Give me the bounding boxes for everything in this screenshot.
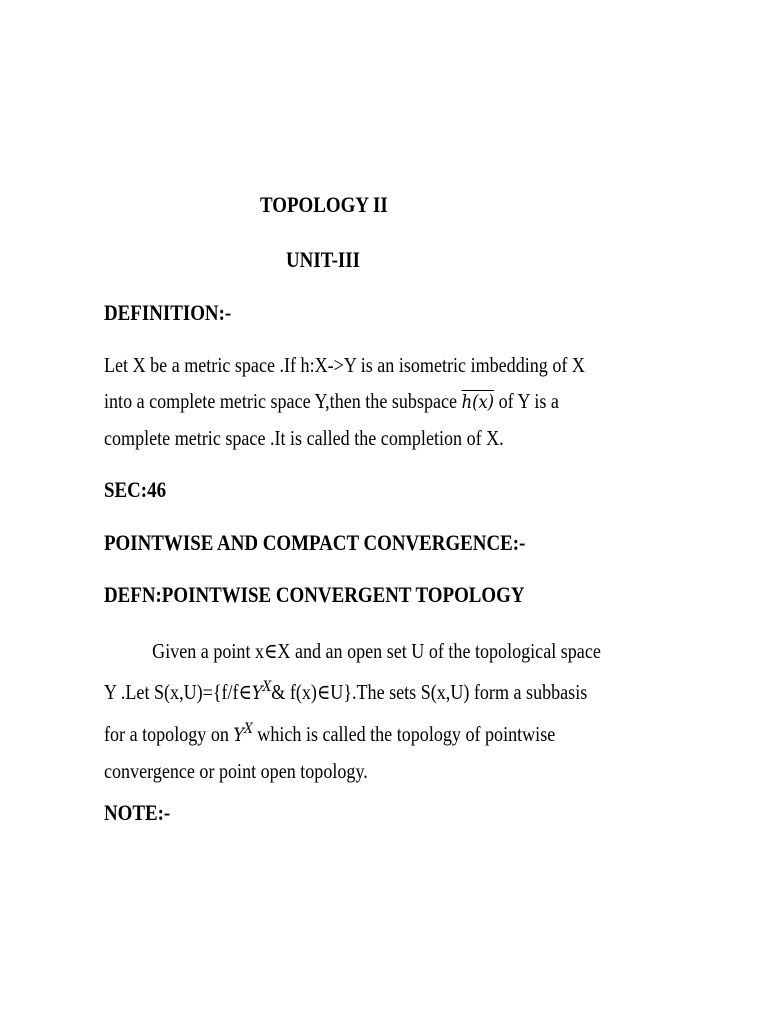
pointwise-line-3 [104, 711, 601, 753]
closure-h-of-x: h(x) [461, 391, 495, 413]
unit-heading: UNIT-III [286, 247, 360, 272]
definition-paragraph [104, 347, 585, 456]
function-space-exponent-2: X [244, 721, 253, 737]
section-title: POINTWISE AND COMPACT CONVERGENCE:- [104, 530, 526, 555]
pointwise-line-3-tail: which is called the topology of pointwise [252, 722, 556, 746]
pointwise-definition-heading: DEFN:POINTWISE CONVERGENT TOPOLOGY [104, 582, 525, 607]
pointwise-definition-paragraph [104, 633, 601, 789]
definition-heading: DEFINITION:- [104, 300, 232, 325]
function-space-y: Y [251, 682, 263, 704]
definition-line-2-tail: of Y is a [494, 389, 559, 413]
function-space-exponent: X [262, 679, 272, 695]
definition-line-3: complete metric space .It is called the completion of X. [104, 426, 504, 450]
section-number: SEC:46 [104, 477, 167, 502]
pointwise-line-2 [104, 669, 601, 711]
pointwise-line-2-tail: & f(x)∈U}.The sets S(x,U) form a subbasis [271, 680, 588, 704]
pointwise-line-4: convergence or point open topology. [104, 759, 368, 783]
pointwise-line-2-text: Y .Let S(x,U)={f/f∈ [104, 680, 252, 704]
pointwise-line-3-text: for a topology on [104, 722, 234, 746]
function-space-y-2: Y [233, 724, 245, 746]
definition-line-1: Let X be a metric space .If h:X->Y is an isometric imbedding of X [104, 353, 585, 377]
definition-line-2-text: into a complete metric space Y,then the subspace [104, 389, 462, 413]
definition-line-2 [104, 383, 585, 420]
document-title: TOPOLOGY II [260, 192, 388, 217]
pointwise-line-1: Given a point x∈X and an open set U of the topological space [152, 639, 601, 663]
note-heading: NOTE:- [104, 800, 171, 825]
